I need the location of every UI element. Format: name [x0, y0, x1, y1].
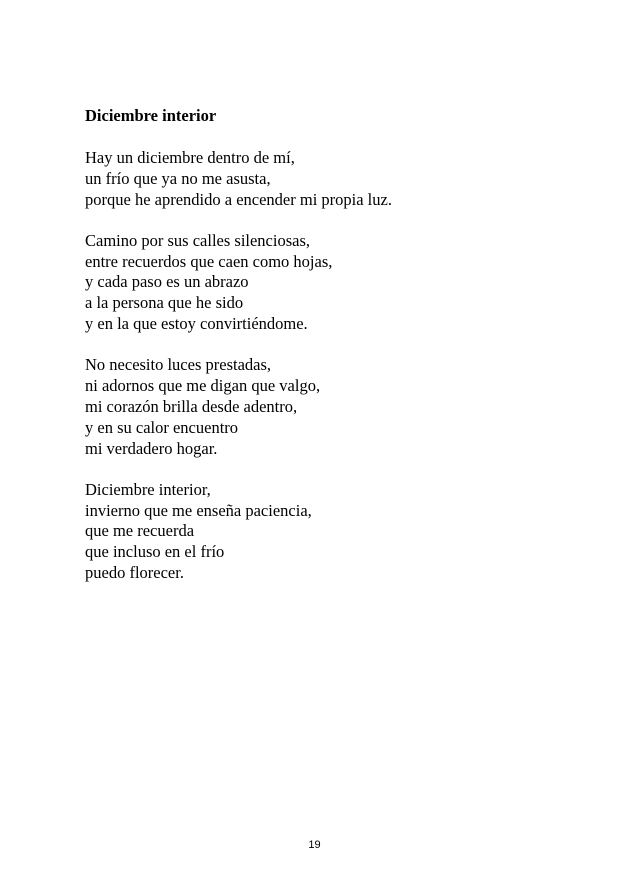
poem-line: y cada paso es un abrazo	[85, 272, 249, 292]
poem-line: que incluso en el frío	[85, 542, 225, 562]
stanza-3	[85, 355, 392, 459]
stanza-1	[85, 148, 392, 210]
poem-line: mi corazón brilla desde adentro,	[85, 396, 298, 416]
stanza-4	[85, 480, 392, 584]
poem-line: y en su calor encuentro	[85, 417, 239, 437]
poem-line: y en la que estoy convirtiéndome.	[85, 314, 308, 334]
poem-line: invierno que me enseña paciencia,	[85, 500, 312, 520]
poem-line: que me recuerda	[85, 521, 195, 541]
poem-line: Camino por sus calles silenciosas,	[85, 230, 311, 250]
poem-line: Diciembre interior,	[85, 479, 211, 499]
poem-line: un frío que ya no me asusta,	[85, 168, 271, 188]
poem-line: entre recuerdos que caen como hojas,	[85, 251, 333, 271]
poem-body	[85, 148, 392, 604]
poem-line: ni adornos que me digan que valgo,	[85, 376, 321, 396]
poem-line: Hay un diciembre dentro de mí,	[85, 148, 295, 167]
poem-line: porque he aprendido a encender mi propia luz.	[85, 189, 392, 209]
poem-line: mi verdadero hogar.	[85, 438, 218, 458]
stanza-2	[85, 231, 392, 335]
poem-line: puedo florecer.	[85, 563, 184, 583]
poem-title: Diciembre interior	[85, 106, 217, 125]
poem-line: No necesito luces prestadas,	[85, 355, 272, 375]
page-number: 19	[308, 839, 321, 851]
poem-line: a la persona que he sido	[85, 293, 244, 313]
